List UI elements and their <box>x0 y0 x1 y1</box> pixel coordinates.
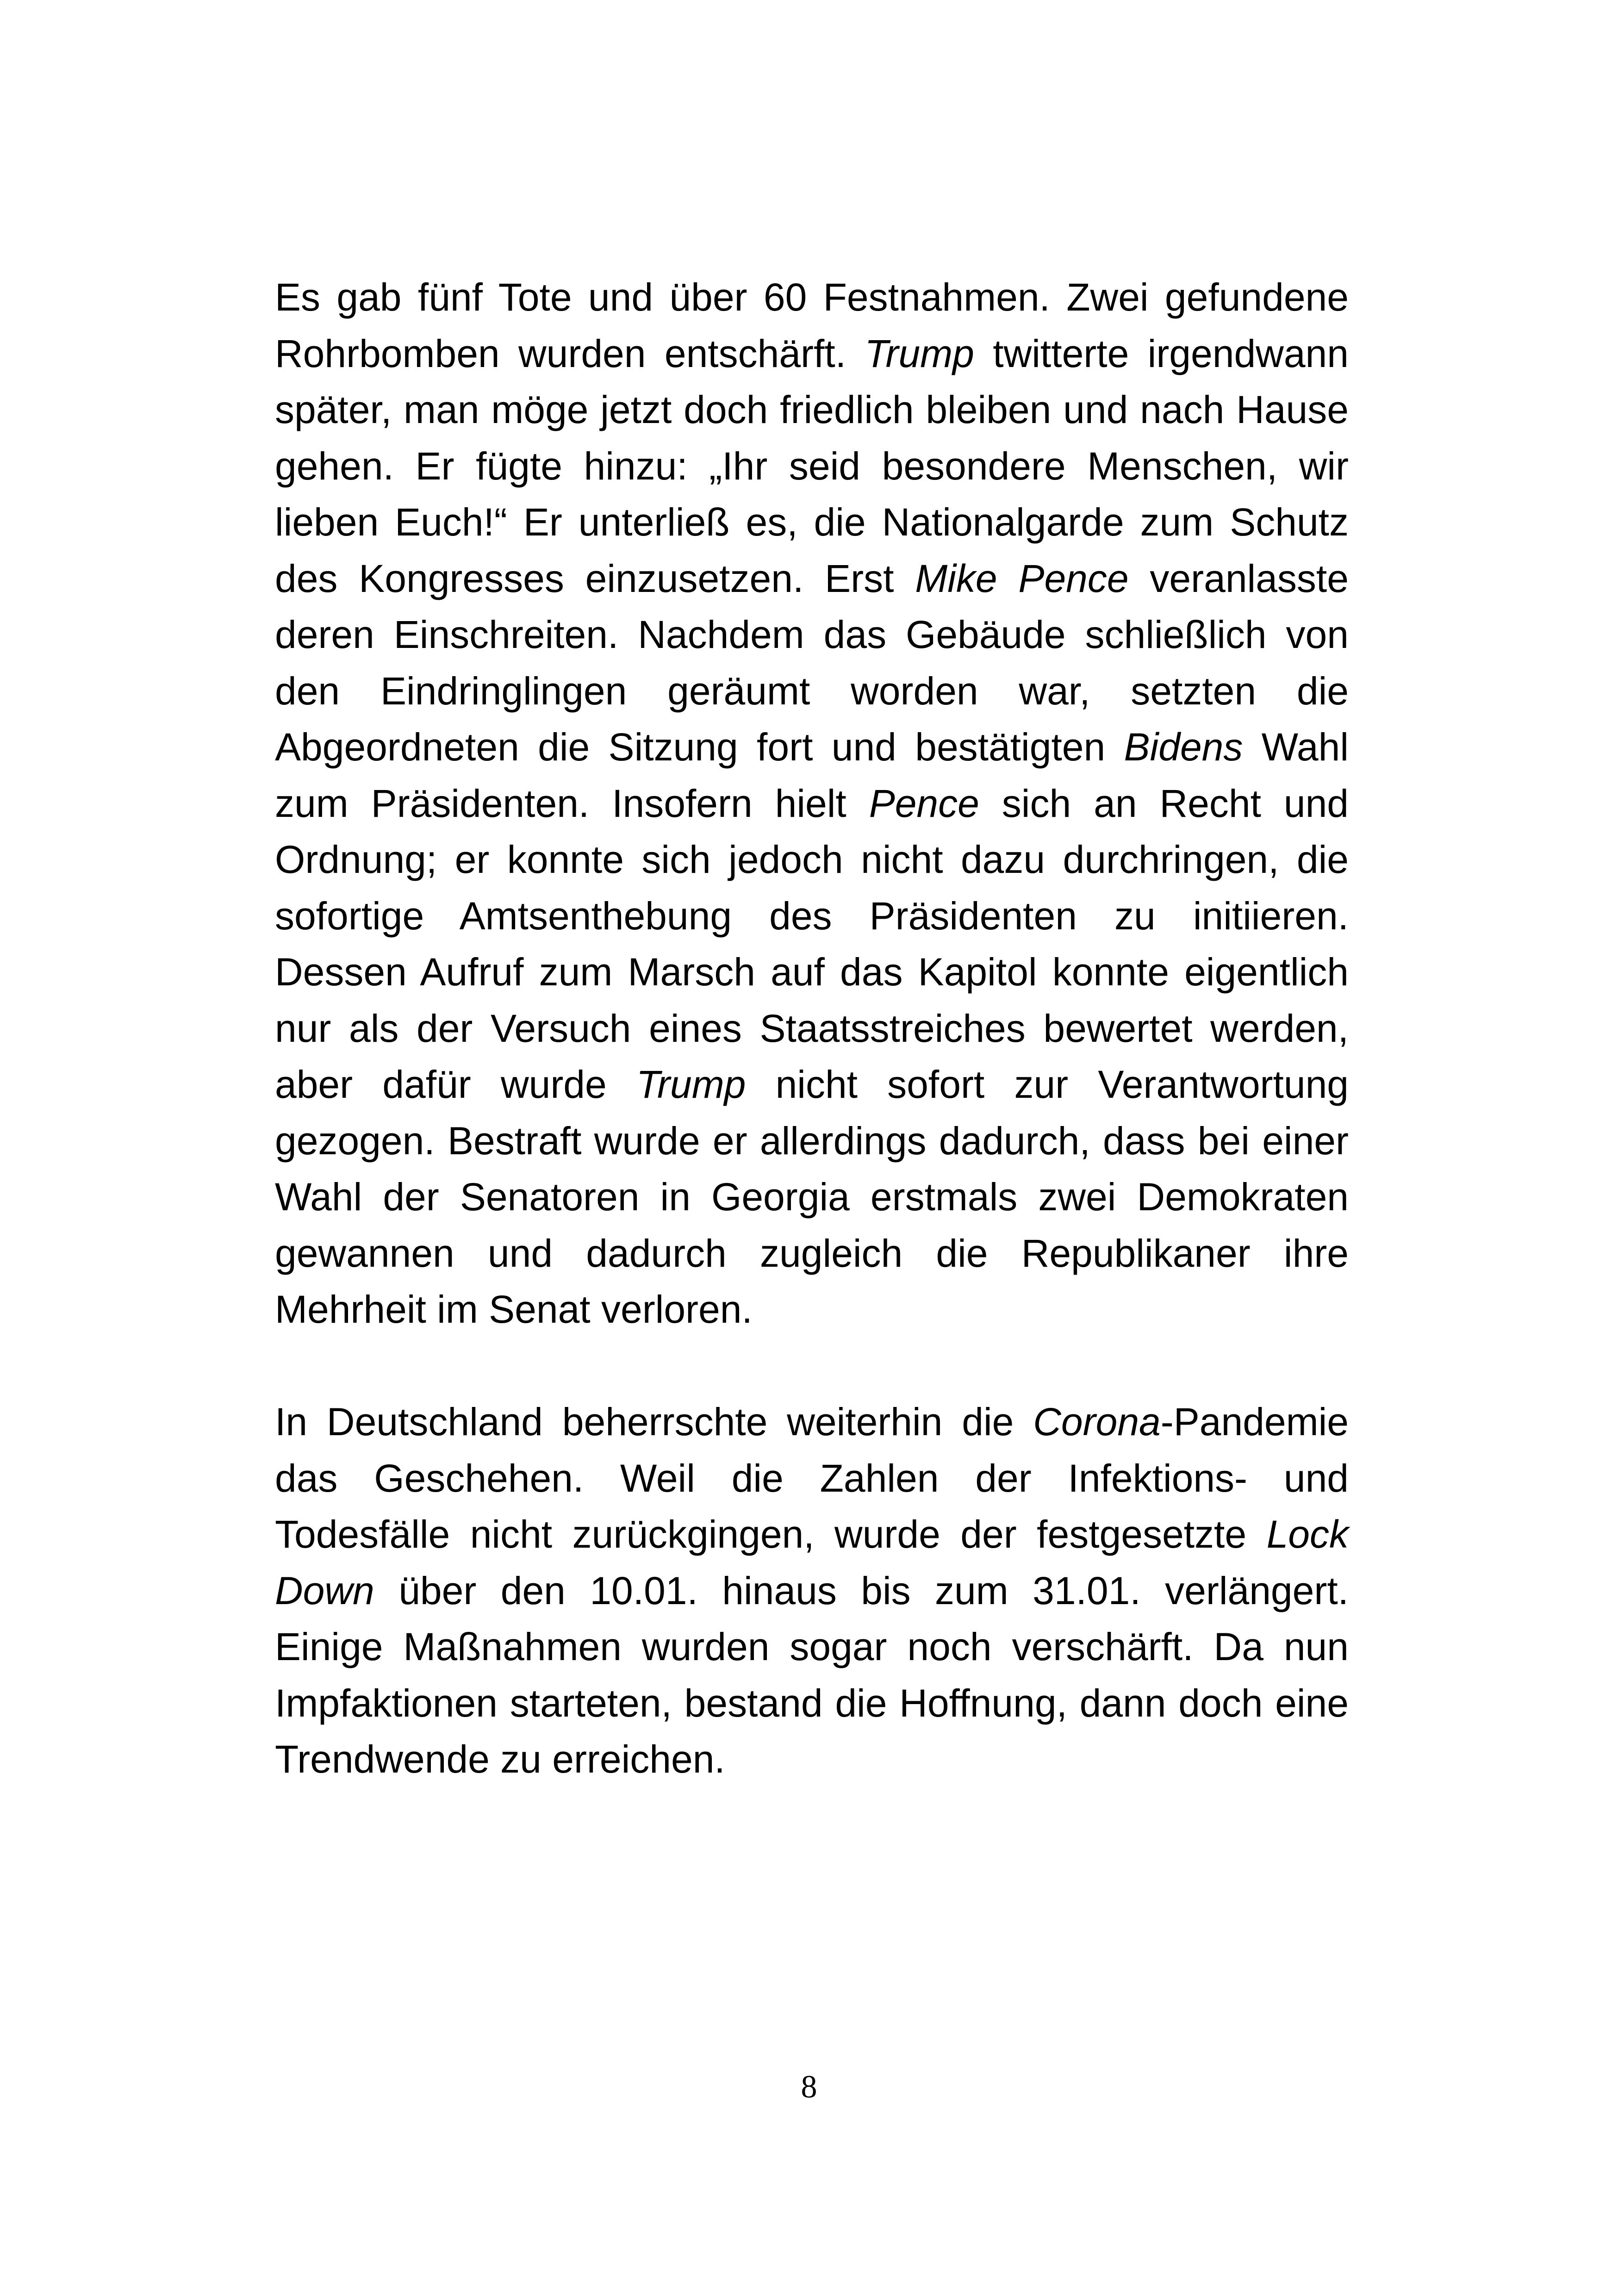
text-segment: In Deutschland beherrschte weiterhin die <box>275 1400 1033 1444</box>
text-segment: veranlasste deren Einschreiten. Nachdem das Gebäude schließlich von den Eindringlingen geräumt worden war, setzten die Abgeordneten die Sitzung fort und bestätigten <box>275 556 1349 769</box>
italic-name-bidens: Bidens <box>1124 725 1243 769</box>
italic-name-trump: Trump <box>865 331 974 375</box>
text-segment: Es gab fünf Tote und über 60 Festnahmen. Zwei gefundene Rohrbomben wurden entschärft. <box>275 275 1349 375</box>
text-segment: Wahl zum Präsidenten. Insofern hielt <box>275 725 1349 825</box>
text-segment: -Pandemie das Geschehen. Weil die Zahlen der Infektions- und Todesfälle nicht zurückgingen, wurde der festgesetzte <box>275 1400 1349 1556</box>
text-segment: twitterte irgendwann später, man möge jetzt doch friedlich bleiben und nach Hause gehen. Er fügte hinzu: „Ihr seid besondere Menschen, wir lieben Euch!“ Er unterließ es, die Nationalgarde zum Schutz des Kongresses einzusetzen. Erst <box>275 331 1349 600</box>
italic-name-trump: Trump <box>636 1063 746 1106</box>
paragraph-2 <box>275 1394 1349 1788</box>
page-number: 8 <box>801 2069 817 2105</box>
italic-name-pence: Pence <box>869 781 979 825</box>
italic-term-lock-down: Lock Down <box>275 1512 1349 1612</box>
paragraph-1 <box>275 269 1349 1338</box>
italic-term-corona: Corona <box>1033 1400 1161 1444</box>
text-segment: über den 10.01. hinaus bis zum 31.01. verlängert. Einige Maßnahmen wurden sogar noch verschärft. Da nun Impfaktionen starteten, bestand die Hoffnung, dann doch eine Trendwende zu erreichen. <box>275 1568 1349 1781</box>
body-text <box>275 269 1349 1788</box>
italic-name-mike-pence: Mike Pence <box>915 556 1129 600</box>
text-segment: sich an Recht und Ordnung; er konnte sich jedoch nicht dazu durchringen, die sofortige Amtsenthebung des Präsidenten zu initiieren. Dessen Aufruf zum Marsch auf das Kapitol konnte eigentlich nur als der Versuch eines Staatsstreiches bewertet werden, aber dafür wurde <box>275 781 1349 1106</box>
text-segment: nicht sofort zur Verantwortung gezogen. Bestraft wurde er allerdings dadurch, dass bei einer Wahl der Senatoren in Georgia erstmals zwei Demokraten gewannen und dadurch zugleich die Republikaner ihre Mehrheit im Senat verloren. <box>275 1063 1349 1331</box>
